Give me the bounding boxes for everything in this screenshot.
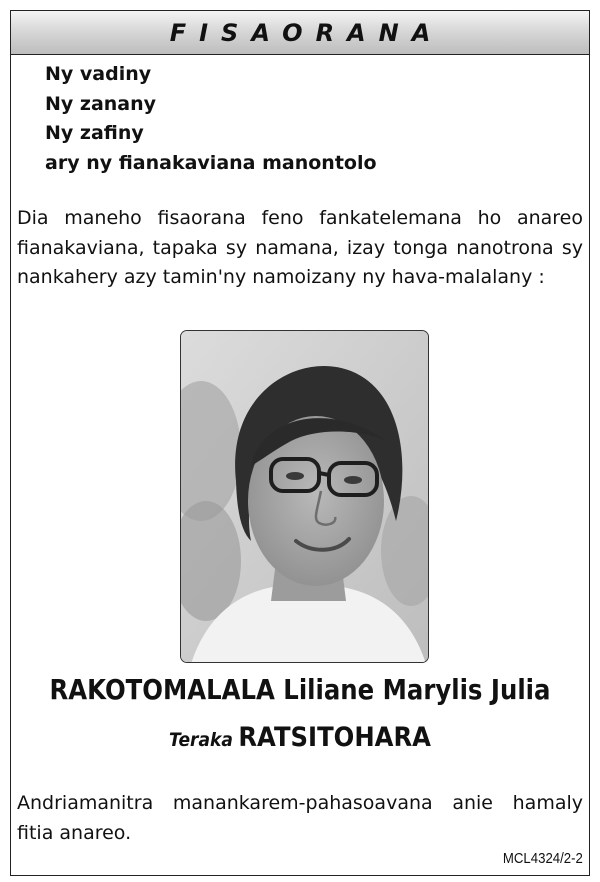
reference-code: MCL4324/2-2: [503, 850, 583, 867]
portrait-photo: [180, 330, 429, 663]
family-item: Ny zanany: [45, 92, 157, 115]
maiden-name: RATSITOHARA: [238, 722, 431, 753]
maiden-name-prefix: Teraka: [168, 729, 233, 751]
blessing-paragraph: Andriamanitra manankarem-pahasoavana anie hamaly fitia anareo.: [17, 792, 583, 844]
notice-title: FISAORANA: [169, 18, 444, 47]
family-item: ary ny fianakaviana manontolo: [45, 151, 377, 174]
family-item: Ny vadiny: [45, 63, 152, 85]
maiden-name-line: [30, 722, 570, 753]
family-list: [45, 60, 377, 178]
family-item: Ny zafiny: [45, 122, 144, 144]
notice-header: [11, 11, 589, 55]
thanks-paragraph: Dia maneho fisaorana feno fankatelemana ho anareo fianakaviana, tapaka sy namana, izay tonga nanotrona sy nankahery azy tamin'ny namoizany ny hava-malalany :: [17, 207, 583, 288]
portrait-image: [181, 331, 429, 663]
deceased-name: RAKOTOMALALA Liliane Marylis Julia: [49, 673, 551, 706]
